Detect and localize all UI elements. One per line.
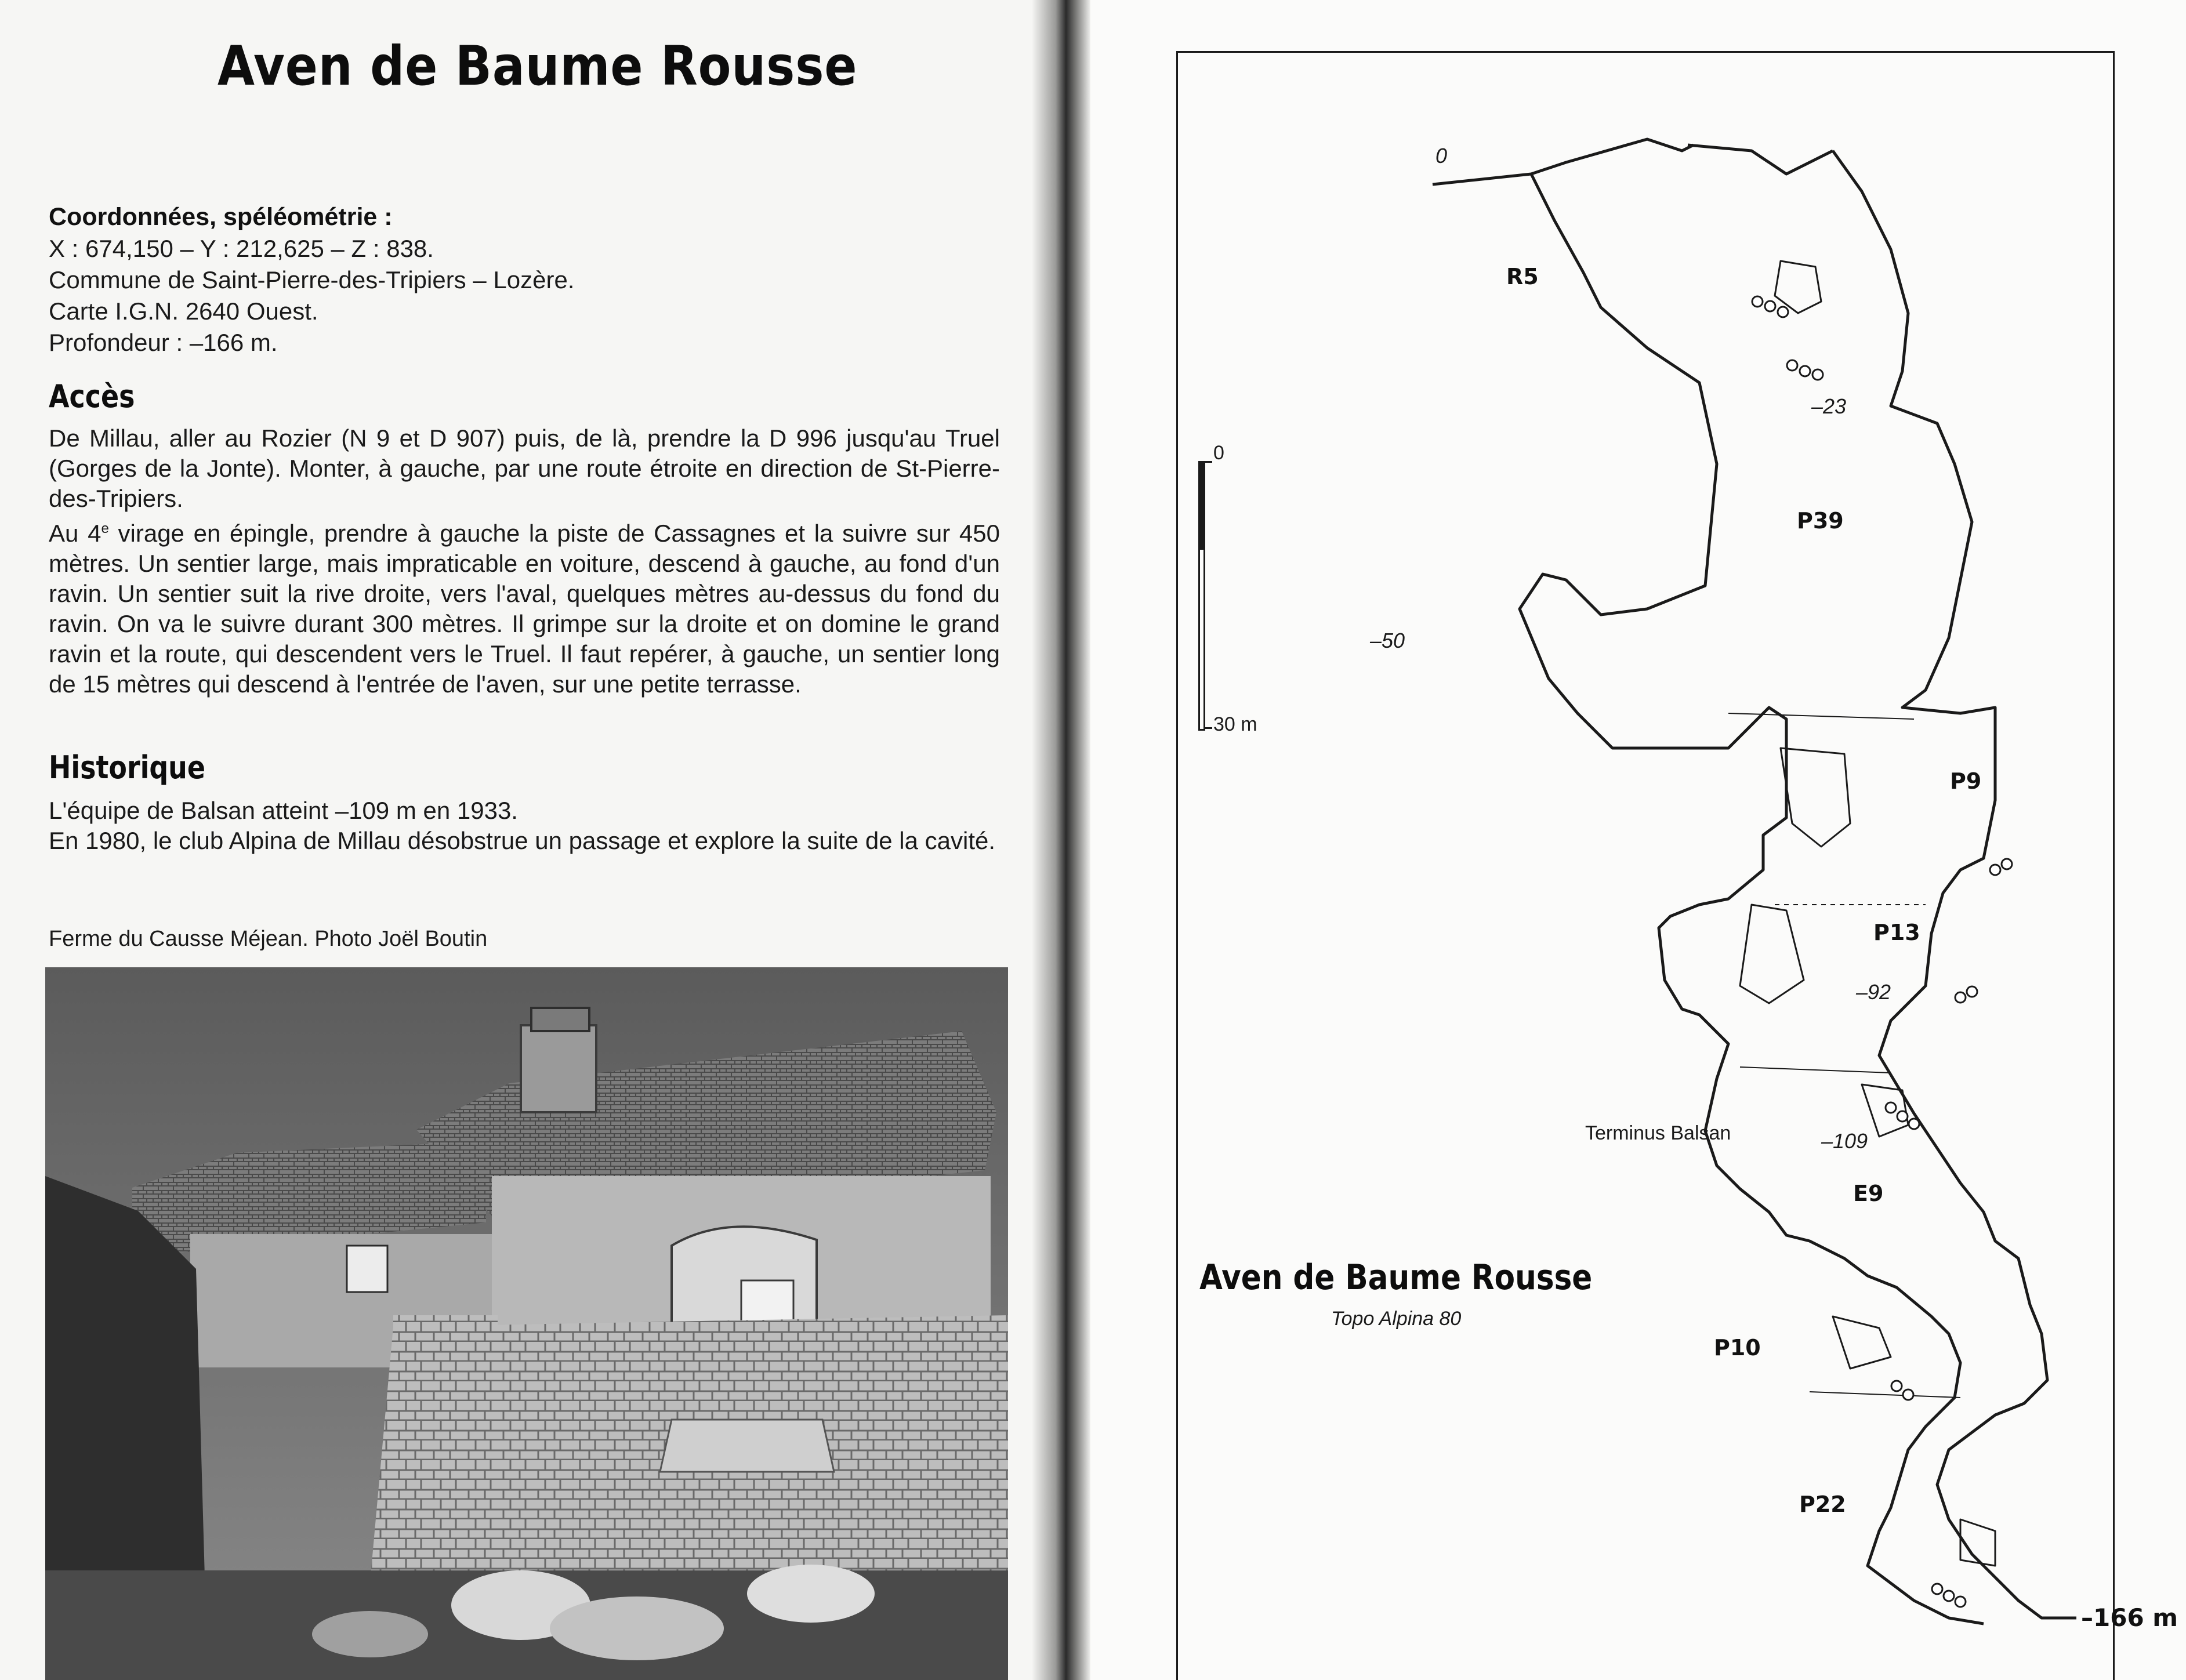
acces-text [49,423,1000,699]
book-gutter [1032,0,1090,1680]
coordinates-block [49,233,574,358]
coordinates-line: X : 674,150 – Y : 212,625 – Z : 838. [49,235,434,262]
depth-label-109: –109 [1821,1129,1868,1153]
scale-bottom-label: 30 m [1213,713,1257,735]
farmhouse-photo [45,967,1008,1680]
acces-heading: Accès [49,378,135,415]
left-page [0,0,1064,1680]
historique-text [49,796,1000,856]
depth-label-50: –50 [1370,629,1405,652]
right-page [1090,0,2186,1680]
acces-paragraph-1: De Millau, aller au Rozier (N 9 et D 907) puis, de là, prendre la D 996 jusqu'au Truel (Gorges de la Jonte). Monter, à gauche, par une route étroite en direction de St-Pierre-des-Tripiers. [49,424,1000,512]
max-depth-label: –166 m [2081,1603,2178,1632]
pitch-label-p9: P9 [1950,768,1982,794]
entrance-depth-label: 0 [1435,144,1448,168]
photo-caption: Ferme du Causse Méjean. Photo Joël Boutin [49,927,488,951]
pitch-label-r5: R5 [1506,264,1539,289]
map-title: Aven de Baume Rousse [1199,1257,1593,1298]
map-subtitle: Topo Alpina 80 [1331,1308,1462,1330]
commune-line: Commune de Saint-Pierre-des-Tripiers – Lozère. [49,266,575,293]
pitch-label-e9: E9 [1853,1181,1884,1206]
map-sheet-line: Carte I.G.N. 2640 Ouest. [49,297,318,325]
terminus-label: Terminus Balsan [1585,1122,1731,1144]
depth-label-92: –92 [1856,980,1891,1004]
pitch-label-p10: P10 [1714,1335,1761,1360]
pitch-label-p39: P39 [1797,508,1844,534]
pitch-label-p13: P13 [1873,920,1920,945]
cave-survey-diagram [1090,0,2186,1680]
historique-paragraph-2: En 1980, le club Alpina de Millau désobstrue un passage et explore la suite de la cavité. [49,827,996,854]
scale-bar [1198,461,1205,731]
acces-paragraph-2: Au 4e virage en épingle, prendre à gauche la piste de Cassagnes et la suivre sur 450 mètres. Un sentier large, mais impraticable en voiture, descend à gauche, au fond d'un ravin. Un sentier suit la rive droite, vers l'aval, quelques mètres au-dessus du fond du ravin. On va le suivre durant 300 mètres. Il grimpe sur la droite et on domine le grand ravin et la route, qui descendent vers le Truel. Il faut repérer, à gauche, un sentier long de 15 mètres qui descend à l'entrée de l'aven, sur une petite terrasse. [49,520,1000,698]
coordinates-label: Coordonnées, spéléométrie : [49,203,393,231]
page-title: Aven de Baume Rousse [217,35,858,98]
historique-paragraph-1: L'équipe de Balsan atteint –109 m en 1933. [49,797,518,824]
depth-line: Profondeur : –166 m. [49,329,278,356]
pitch-label-p22: P22 [1799,1492,1846,1517]
historique-heading: Historique [49,749,205,786]
scale-top-label: 0 [1213,442,1224,464]
depth-label-23: –23 [1811,394,1847,418]
